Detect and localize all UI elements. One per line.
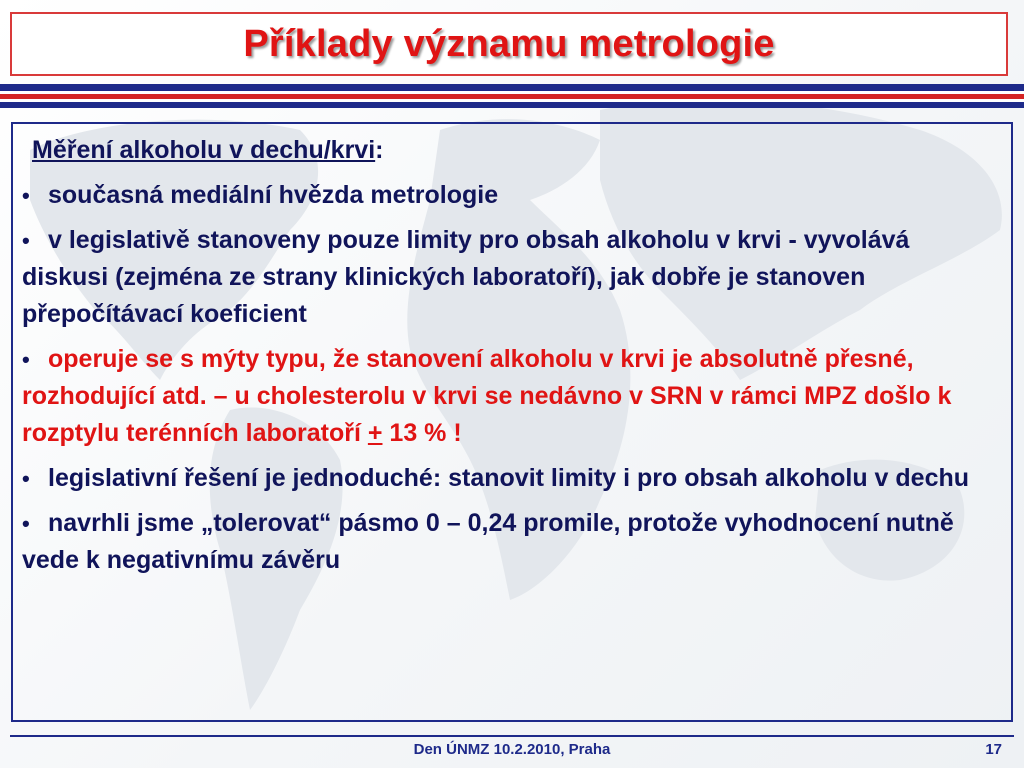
heading-colon: : xyxy=(375,136,384,164)
bullet-item xyxy=(22,222,1002,333)
stripe-navy-top xyxy=(0,84,1024,91)
footer-text: Den ÚNMZ 10.2.2010, Praha xyxy=(413,741,611,758)
page-number: 17 xyxy=(985,741,1002,758)
bullet-item xyxy=(22,341,1002,452)
bullet-dot-icon: • xyxy=(22,511,30,536)
stripe-navy-bottom xyxy=(0,102,1024,108)
bullet-text: současná mediální hvězda metrologie xyxy=(48,181,499,209)
title-box xyxy=(10,12,1008,76)
bullet-item xyxy=(22,505,1002,579)
decorative-stripes xyxy=(0,84,1024,116)
heading-text: Měření alkoholu v dechu/krvi xyxy=(32,136,376,164)
bullet-text: v legislativě stanoveny pouze limity pro obsah alkoholu v krvi - vyvolává diskusi (zejména ze strany klinických laboratoří), jak dobře je stanoven přepočítávací koeficient xyxy=(22,226,910,328)
bullet-dot-icon: • xyxy=(22,183,30,208)
bullet-text-highlighted-end: 13 % ! xyxy=(382,419,462,447)
bullet-text: legislativní řešení je jednoduché: stanovit limity i pro obsah alkoholu v dechu xyxy=(48,464,970,492)
footer-divider xyxy=(10,735,1014,737)
bullet-dot-icon: • xyxy=(22,347,30,372)
bullet-item xyxy=(22,177,1002,214)
bullet-item xyxy=(22,460,1002,497)
slide-title: Příklady významu metrologie xyxy=(243,22,775,65)
bullet-text: navrhli jsme „tolerovat“ pásmo 0 – 0,24 promile, protože vyhodnocení nutně vede k negativnímu závěru xyxy=(22,509,954,574)
bullet-text-highlighted: operuje se s mýty typu, že stanovení alkoholu v krvi je absolutně přesné, rozhodující atd. – u cholesterolu v krvi se nedávno v SRN v rámci MPZ došlo k rozptylu terénních laboratoří xyxy=(22,345,952,447)
slide-content xyxy=(22,132,1002,587)
bullet-dot-icon: • xyxy=(22,466,30,491)
section-heading xyxy=(32,132,1002,169)
bullet-dot-icon: • xyxy=(22,228,30,253)
plus-minus-sign: + xyxy=(367,419,383,447)
